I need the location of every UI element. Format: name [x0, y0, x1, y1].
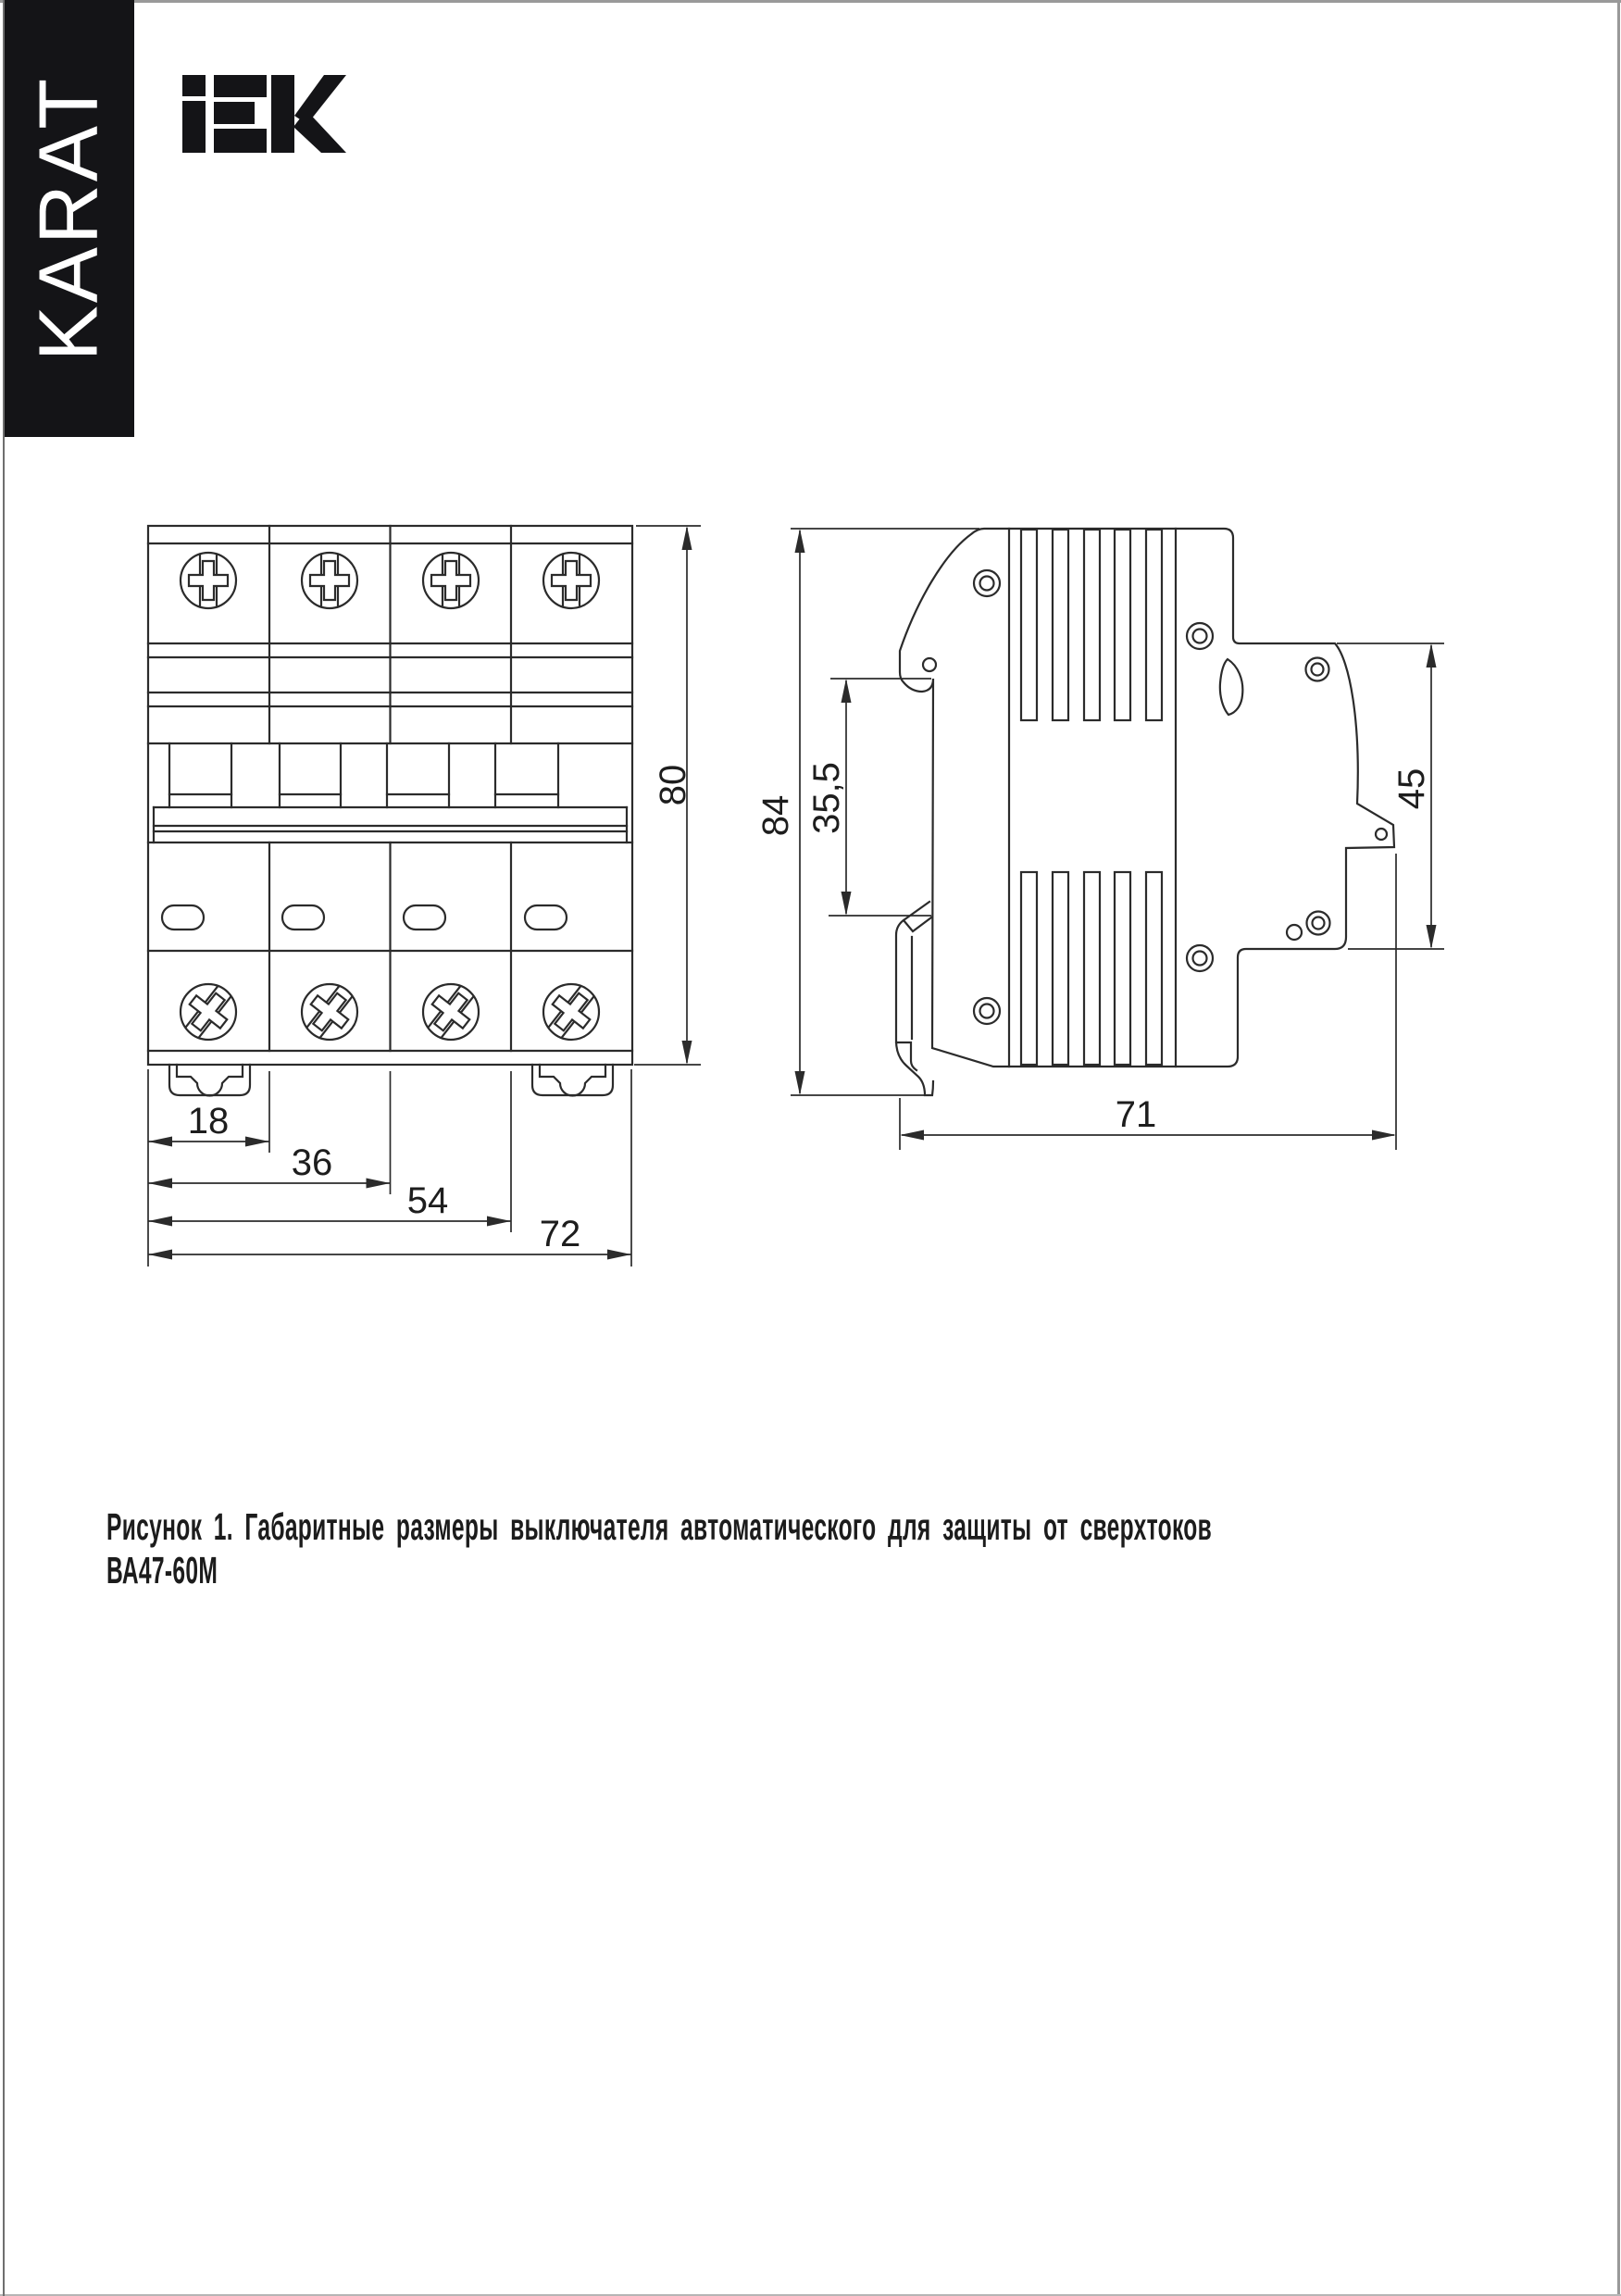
side-view: [896, 529, 1394, 1095]
dimension-lines: [148, 526, 1444, 1267]
front-din-clip-left: [169, 1065, 250, 1096]
vent-slots-lower: [1021, 872, 1162, 1065]
dim-label-71: 71: [1115, 1094, 1157, 1135]
dim-label-80: 80: [653, 764, 693, 806]
dim-label-54: 54: [406, 1180, 449, 1221]
rivets: [923, 570, 1387, 1024]
curved-slot: [1220, 659, 1242, 715]
vent-slots-upper: [1021, 530, 1162, 720]
dim-label-84: 84: [755, 794, 796, 837]
banner-label: KARAT: [22, 75, 116, 362]
toggle-levers: [169, 743, 558, 807]
dim-label-18: 18: [187, 1101, 230, 1142]
front-din-clip-right: [532, 1065, 613, 1096]
dim-label-35-5: 35,5: [806, 762, 847, 834]
dim-label-72: 72: [539, 1214, 581, 1254]
figure-caption: Рисунок 1. Габаритные размеры выключателя автоматического для защиты от сверхтоков ВА47-60М: [106, 1505, 1212, 1591]
center-band: [154, 807, 627, 842]
marking-windows: [162, 905, 567, 930]
dim-label-45: 45: [1391, 767, 1432, 810]
side-din-clip: [896, 902, 933, 1095]
dimension-arrows: [148, 526, 1437, 1260]
dim-label-36: 36: [291, 1142, 333, 1183]
front-view: [148, 526, 632, 1096]
